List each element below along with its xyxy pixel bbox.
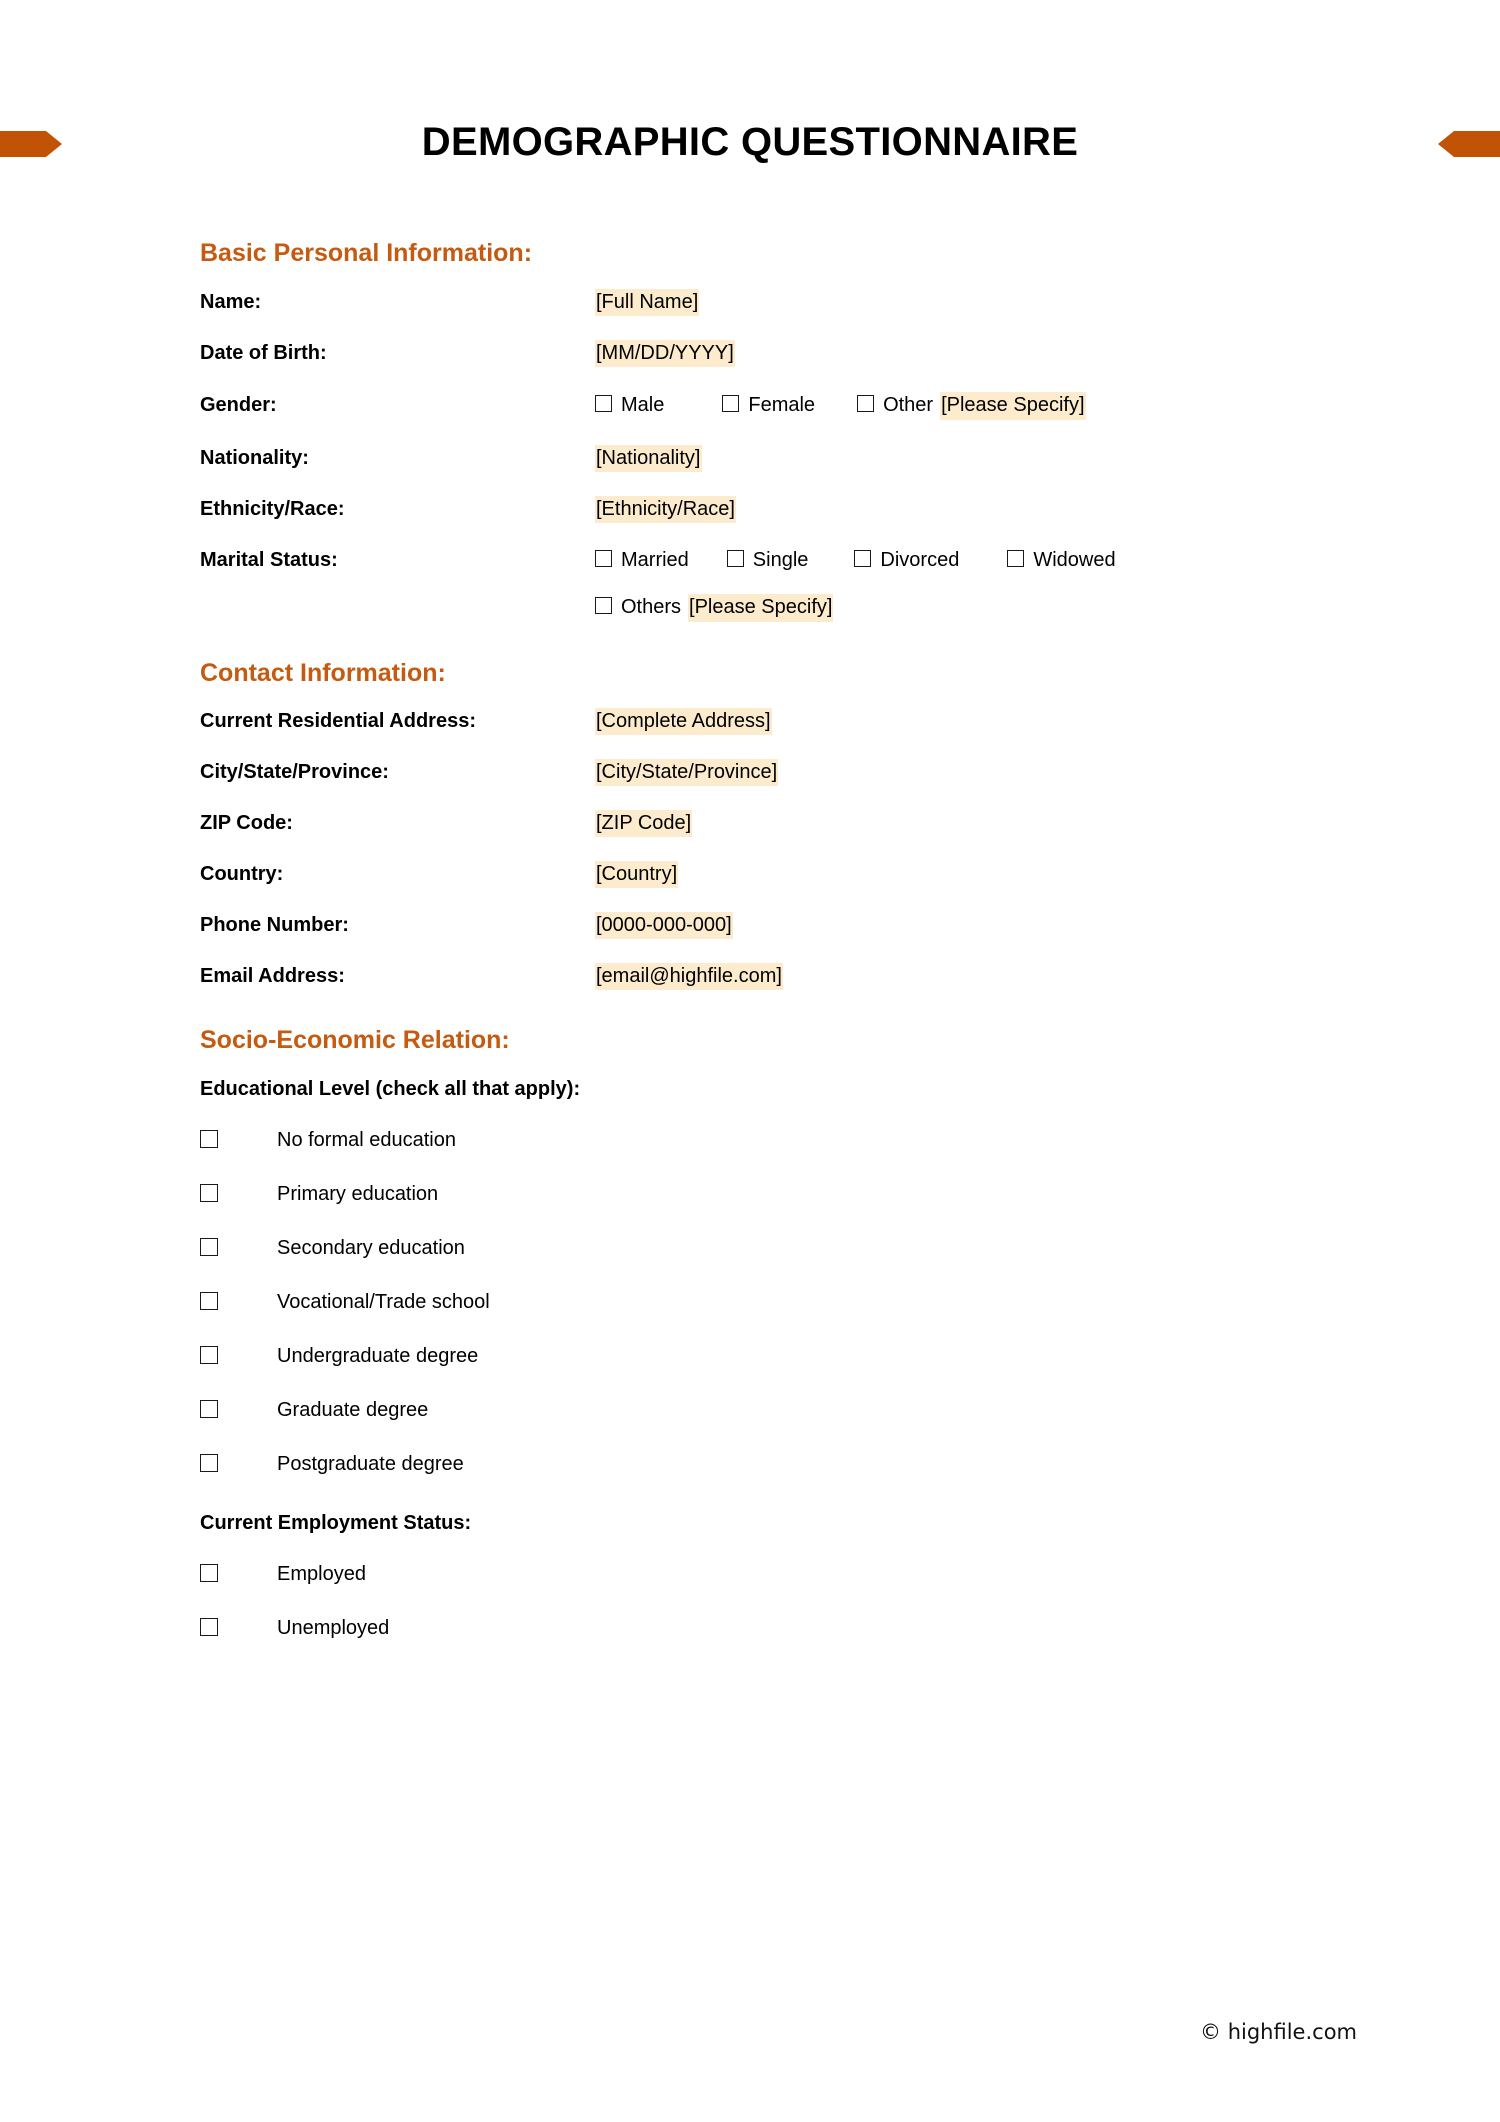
checkbox-label: Others: [621, 595, 682, 618]
label-address: Current Residential Address:: [200, 710, 476, 732]
label-name: Name:: [200, 290, 262, 313]
marital-options: [595, 549, 1116, 572]
field-row-marital: [200, 548, 1320, 573]
checkbox-label: Other: [883, 393, 934, 416]
value-email[interactable]: [595, 964, 783, 989]
list-item-label: Postgraduate degree: [277, 1452, 464, 1475]
checkbox-box-icon[interactable]: [857, 395, 874, 412]
page-title: DEMOGRAPHIC QUESTIONNAIRE: [421, 120, 1079, 164]
checkbox-label: Male: [621, 393, 665, 416]
field-row-phone: [200, 913, 1320, 938]
checkbox-box-icon[interactable]: [854, 550, 871, 567]
label-zip: ZIP Code:: [200, 812, 293, 834]
value-dob-text: [MM/DD/YYYY]: [595, 340, 735, 367]
checkbox-label: Divorced: [880, 548, 960, 571]
label-nationality: Nationality:: [200, 446, 309, 469]
field-row-city: [200, 760, 1320, 785]
subheading-employment-status: Current Employment Status:: [200, 1511, 472, 1534]
value-dob[interactable]: [595, 341, 735, 366]
list-item-label: Unemployed: [277, 1616, 390, 1639]
field-row-dob: [200, 341, 1320, 366]
label-city: City/State/Province:: [200, 761, 389, 783]
list-item-label: Secondary education: [277, 1236, 465, 1259]
section-heading-basic: Basic Personal Information:: [200, 239, 533, 267]
checkbox-gender-other[interactable]: [857, 394, 933, 417]
indent-spacer: [200, 594, 595, 622]
checkbox-box-icon[interactable]: [200, 1618, 218, 1636]
checkbox-marital-divorced[interactable]: [854, 549, 959, 572]
gender-other-specify[interactable]: [Please Specify]: [940, 392, 1085, 420]
value-ethnicity-text: [Ethnicity/Race]: [595, 496, 736, 523]
value-phone[interactable]: [595, 913, 733, 938]
checkbox-label: Female: [748, 393, 816, 416]
checkbox-box-icon[interactable]: [200, 1292, 218, 1310]
field-row-gender: [200, 392, 1320, 420]
marital-others-specify[interactable]: [Please Specify]: [688, 594, 833, 622]
list-item-label: Employed: [277, 1562, 366, 1585]
checkbox-gender-male[interactable]: [595, 394, 664, 417]
field-row-nationality: [200, 446, 1320, 471]
list-item-label: No formal education: [277, 1128, 456, 1151]
field-row-ethnicity: [200, 497, 1320, 522]
value-country[interactable]: [595, 862, 678, 887]
list-item-education-undergraduate[interactable]: [200, 1344, 1320, 1369]
checkbox-box-icon[interactable]: [200, 1184, 218, 1202]
checkbox-marital-others[interactable]: [595, 596, 681, 619]
gender-options: [595, 392, 1086, 420]
label-gender: Gender:: [200, 393, 277, 416]
checkbox-box-icon[interactable]: [1007, 550, 1024, 567]
list-item-education-primary[interactable]: [200, 1182, 1320, 1207]
list-item-education-graduate[interactable]: [200, 1398, 1320, 1423]
checkbox-marital-married[interactable]: [595, 549, 689, 572]
list-item-education-no-formal[interactable]: [200, 1128, 1320, 1153]
value-address-text: [Complete Address]: [595, 708, 772, 735]
checkbox-box-icon[interactable]: [200, 1564, 218, 1582]
label-country: Country:: [200, 863, 284, 885]
label-phone: Phone Number:: [200, 914, 349, 936]
field-row-email: [200, 964, 1320, 989]
list-item-label: Undergraduate degree: [277, 1344, 479, 1367]
checkbox-box-icon[interactable]: [727, 550, 744, 567]
checkbox-marital-widowed[interactable]: [1007, 549, 1115, 572]
value-address[interactable]: [595, 709, 772, 734]
value-name-text: [Full Name]: [595, 289, 699, 316]
field-row-address: [200, 709, 1320, 734]
checkbox-label: Married: [621, 548, 689, 571]
checkbox-box-icon[interactable]: [200, 1454, 218, 1472]
field-row-zip: [200, 811, 1320, 836]
subheading-education-level: Educational Level (check all that apply):: [200, 1077, 581, 1100]
value-country-text: [Country]: [595, 861, 678, 888]
value-nationality-text: [Nationality]: [595, 445, 702, 472]
section-heading-socio: Socio-Economic Relation:: [200, 1026, 510, 1054]
value-email-text: [email@highfile.com]: [595, 963, 783, 990]
value-zip[interactable]: [595, 811, 692, 836]
label-dob: Date of Birth:: [200, 341, 327, 364]
checkbox-box-icon[interactable]: [722, 395, 739, 412]
checkbox-label: Widowed: [1033, 548, 1116, 571]
checkbox-box-icon[interactable]: [200, 1400, 218, 1418]
list-item-label: Graduate degree: [277, 1398, 429, 1421]
footer-copyright: © highfile.com: [1200, 2020, 1357, 2044]
checkbox-box-icon[interactable]: [200, 1238, 218, 1256]
checkbox-box-icon[interactable]: [200, 1130, 218, 1148]
list-item-label: Primary education: [277, 1182, 439, 1205]
value-city[interactable]: [595, 760, 778, 785]
list-item-employment-unemployed[interactable]: [200, 1616, 1320, 1641]
label-marital: Marital Status:: [200, 548, 338, 571]
list-item-education-secondary[interactable]: [200, 1236, 1320, 1261]
checkbox-gender-female[interactable]: [722, 394, 815, 417]
value-name[interactable]: [595, 290, 699, 315]
value-nationality[interactable]: [595, 446, 702, 471]
list-item-education-postgraduate[interactable]: [200, 1452, 1320, 1477]
list-item-label: Vocational/Trade school: [277, 1290, 490, 1313]
list-item-employment-employed[interactable]: [200, 1562, 1320, 1587]
label-email: Email Address:: [200, 965, 345, 987]
document-content: [200, 240, 1320, 1670]
marital-others-group: [595, 594, 833, 622]
field-row-name: [200, 290, 1320, 315]
section-heading-contact: Contact Information:: [200, 658, 446, 687]
checkbox-box-icon[interactable]: [595, 550, 612, 567]
checkbox-label: Single: [752, 548, 809, 571]
list-item-education-vocational[interactable]: [200, 1290, 1320, 1315]
field-row-country: [200, 862, 1320, 887]
value-phone-text: [0000-000-000]: [595, 912, 733, 939]
value-city-text: [City/State/Province]: [595, 759, 778, 786]
checkbox-box-icon[interactable]: [595, 395, 612, 412]
checkbox-box-icon[interactable]: [200, 1346, 218, 1364]
title-band: [0, 120, 1500, 180]
checkbox-marital-single[interactable]: [727, 549, 809, 572]
value-ethnicity[interactable]: [595, 497, 736, 522]
label-ethnicity: Ethnicity/Race:: [200, 497, 345, 520]
value-zip-text: [ZIP Code]: [595, 810, 692, 837]
field-row-marital-others: [200, 594, 1320, 622]
checkbox-box-icon[interactable]: [595, 597, 612, 614]
